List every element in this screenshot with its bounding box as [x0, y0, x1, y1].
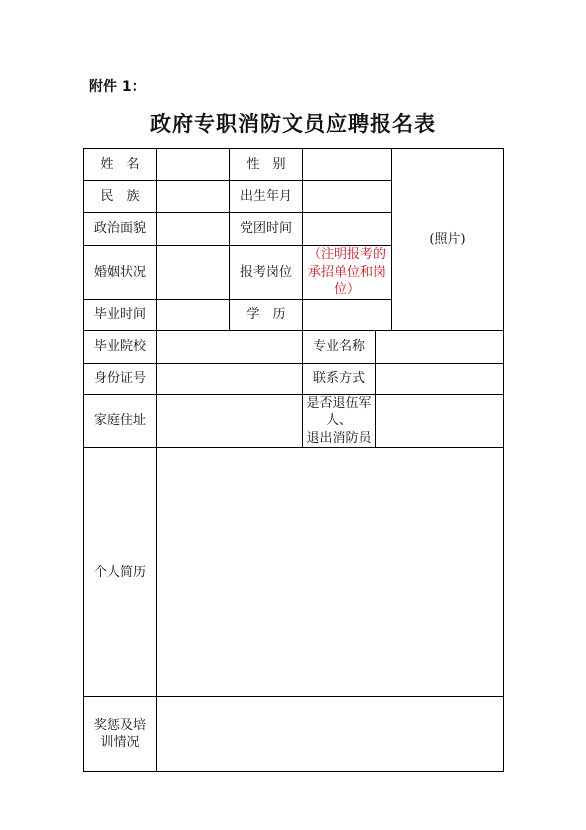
name-value-cell[interactable]	[157, 149, 230, 181]
gender-value-cell[interactable]	[303, 149, 392, 181]
gender-label: 性 别	[230, 149, 303, 181]
education-value-cell[interactable]	[303, 299, 392, 330]
address-label: 家庭住址	[84, 394, 157, 448]
graduation-time-value-cell[interactable]	[157, 299, 230, 330]
marital-status-value-cell[interactable]	[157, 246, 230, 300]
school-value-cell[interactable]	[157, 330, 303, 363]
school-label: 毕业院校	[84, 330, 157, 363]
veteran-label-line2: 退出消防员	[306, 430, 372, 446]
birth-value-cell[interactable]	[303, 181, 392, 213]
major-value-cell[interactable]	[376, 330, 504, 363]
veteran-label-line1: 是否退伍军人、	[306, 395, 372, 429]
contact-label: 联系方式	[303, 363, 376, 394]
awards-training-line2: 训情况	[100, 735, 140, 751]
awards-training-label	[84, 697, 157, 772]
ethnicity-value-cell[interactable]	[157, 181, 230, 213]
id-number-label: 身份证号	[84, 363, 157, 394]
birth-label: 出生年月	[230, 181, 303, 213]
id-number-value-cell[interactable]	[157, 363, 303, 394]
position-label: 报考岗位	[230, 246, 303, 300]
resume-value-cell[interactable]	[157, 448, 504, 697]
ethnicity-label: 民 族	[84, 181, 157, 213]
address-value-cell[interactable]	[157, 394, 303, 448]
awards-training-value-cell[interactable]	[157, 697, 504, 772]
marital-status-label: 婚姻状况	[84, 246, 157, 300]
veteran-label	[303, 394, 376, 448]
awards-training-line1: 奖惩及培	[93, 717, 146, 733]
graduation-time-label: 毕业时间	[84, 299, 157, 330]
application-form-table	[83, 148, 504, 772]
party-time-label: 党团时间	[230, 213, 303, 246]
political-status-label: 政治面貌	[84, 213, 157, 246]
photo-label: (照片)	[429, 231, 466, 247]
attachment-label: 附件 1：	[89, 79, 146, 95]
education-label: 学 历	[230, 299, 303, 330]
contact-value-cell[interactable]	[376, 363, 504, 394]
veteran-value-cell[interactable]	[376, 394, 504, 448]
major-label: 专业名称	[303, 330, 376, 363]
party-time-value-cell[interactable]	[303, 213, 392, 246]
photo-cell[interactable]	[392, 149, 504, 331]
political-status-value-cell[interactable]	[157, 213, 230, 246]
resume-label: 个人简历	[84, 448, 157, 697]
form-title: 政府专职消防文员应聘报名表	[150, 111, 436, 136]
name-label: 姓 名	[84, 149, 157, 181]
position-note[interactable]: （注明报考的承招单位和岗位）	[303, 246, 392, 300]
